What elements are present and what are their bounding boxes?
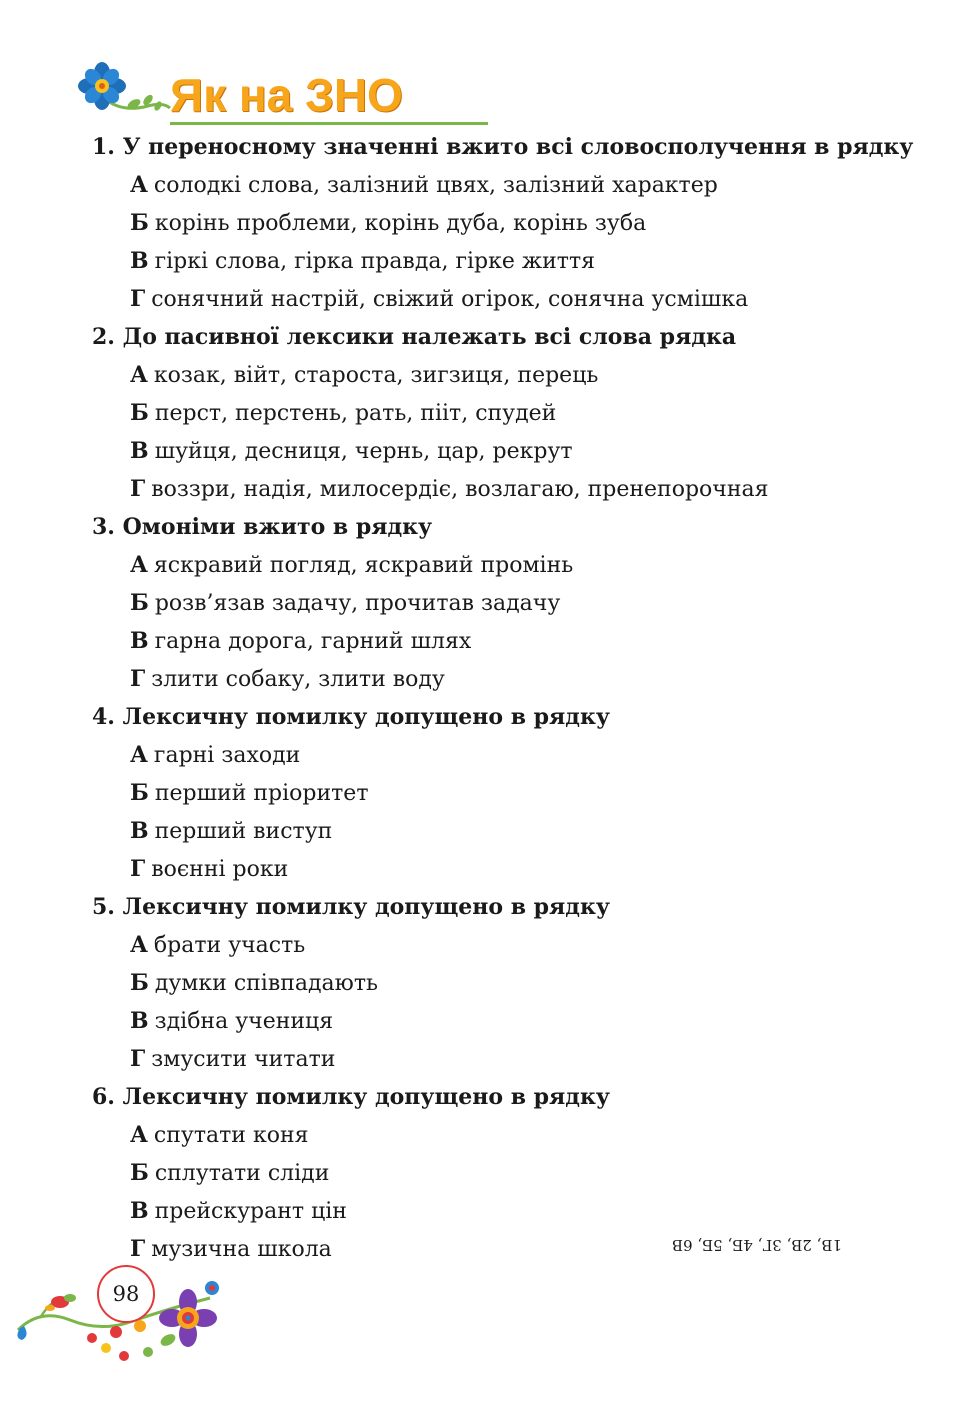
- option: [92, 204, 952, 242]
- option-letter: В: [130, 1008, 149, 1034]
- question-text: 1. У переносному значенні вжито всі словосполучення в рядку: [92, 134, 914, 160]
- option: [92, 850, 952, 888]
- option: [92, 1116, 952, 1154]
- option: [92, 926, 952, 964]
- option-letter: Г: [130, 1236, 146, 1262]
- section-header: [78, 62, 438, 132]
- option-letter: Г: [130, 1046, 146, 1072]
- answer-key: 1В, 2В, 3Г, 4Б, 5Б, 6В: [672, 1236, 842, 1254]
- option: [92, 470, 952, 508]
- option-text: розв’язав задачу, прочитав задачу: [154, 591, 561, 616]
- option: [92, 812, 952, 850]
- option-text: шуйця, десниця, чернь, цар, рекрут: [154, 439, 573, 464]
- option: [92, 432, 952, 470]
- option-text: прейскурант цін: [154, 1199, 347, 1224]
- option-text: перст, перстень, рать, пііт, спудей: [154, 401, 557, 426]
- question-text: 5. Лексичну помилку допущено в рядку: [92, 894, 610, 920]
- option: [92, 1154, 952, 1192]
- option-text: солодкі слова, залізний цвях, залізний характер: [153, 173, 718, 198]
- option-letter: В: [130, 818, 149, 844]
- option-letter: А: [130, 742, 148, 768]
- option-letter: В: [130, 628, 149, 654]
- question-text: 6. Лексичну помилку допущено в рядку: [92, 1084, 610, 1110]
- option: [92, 242, 952, 280]
- flower-ornament-icon: [78, 62, 178, 130]
- option: [92, 736, 952, 774]
- option-text: музична школа: [151, 1237, 332, 1262]
- question-5: [92, 888, 952, 1078]
- option-text: гарні заходи: [153, 743, 301, 768]
- option: [92, 964, 952, 1002]
- option-letter: Г: [130, 286, 146, 312]
- option-letter: Б: [130, 210, 149, 236]
- option-text: брати участь: [153, 933, 306, 958]
- option: [92, 1192, 952, 1230]
- page-title: Як на ЗНО: [170, 69, 403, 121]
- option-letter: А: [130, 932, 148, 958]
- option: [92, 660, 952, 698]
- title-underline: [170, 122, 488, 125]
- option-text: яскравий погляд, яскравий промінь: [153, 553, 574, 578]
- option-text: злити собаку, злити воду: [151, 667, 445, 692]
- question-text: 4. Лексичну помилку допущено в рядку: [92, 704, 610, 730]
- option: [92, 1002, 952, 1040]
- option-letter: А: [130, 172, 148, 198]
- option-letter: А: [130, 1122, 148, 1148]
- option-text: думки співпадають: [154, 971, 378, 996]
- option-letter: В: [130, 248, 149, 274]
- option-letter: Б: [130, 970, 149, 996]
- option-text: воєнні роки: [151, 857, 289, 882]
- option: [92, 394, 952, 432]
- option-text: перший виступ: [154, 819, 333, 844]
- option-text: сплутати сліди: [154, 1161, 330, 1186]
- option-text: спутати коня: [153, 1123, 309, 1148]
- option: [92, 546, 952, 584]
- option-letter: Б: [130, 780, 149, 806]
- option-letter: Б: [130, 400, 149, 426]
- option: [92, 622, 952, 660]
- option: [92, 584, 952, 622]
- questions-list: [92, 128, 952, 1268]
- option-text: здібна учениця: [154, 1009, 334, 1034]
- option-text: козак, війт, староста, зигзиця, перець: [153, 363, 599, 388]
- option-letter: Б: [130, 1160, 149, 1186]
- question-text: 2. До пасивної лексики належать всі слова рядка: [92, 324, 737, 350]
- option: [92, 1040, 952, 1078]
- option-text: змусити читати: [151, 1047, 336, 1072]
- option-letter: В: [130, 1198, 149, 1224]
- option-text: гарна дорога, гарний шлях: [154, 629, 472, 654]
- option-letter: Б: [130, 590, 149, 616]
- option: [92, 356, 952, 394]
- option: [92, 280, 952, 318]
- question-4: [92, 698, 952, 888]
- question-3: [92, 508, 952, 698]
- option-letter: Г: [130, 666, 146, 692]
- option-text: сонячний настрій, свіжий огірок, сонячна усмішка: [151, 287, 749, 312]
- question-text: 3. Омоніми вжито в рядку: [92, 514, 433, 540]
- option: [92, 774, 952, 812]
- option-letter: А: [130, 362, 148, 388]
- page-number: 98: [97, 1265, 155, 1323]
- option-letter: А: [130, 552, 148, 578]
- option-text: перший пріоритет: [154, 781, 369, 806]
- option-letter: В: [130, 438, 149, 464]
- option-text: корінь проблеми, корінь дуба, корінь зуба: [154, 211, 647, 236]
- question-2: [92, 318, 952, 508]
- option-text: гіркі слова, гірка правда, гірке життя: [154, 249, 595, 274]
- option-letter: Г: [130, 476, 146, 502]
- option-letter: Г: [130, 856, 146, 882]
- question-1: [92, 128, 952, 318]
- option: [92, 166, 952, 204]
- option-text: воззри, надія, милосердіє, возлагаю, пренепорочная: [151, 477, 769, 502]
